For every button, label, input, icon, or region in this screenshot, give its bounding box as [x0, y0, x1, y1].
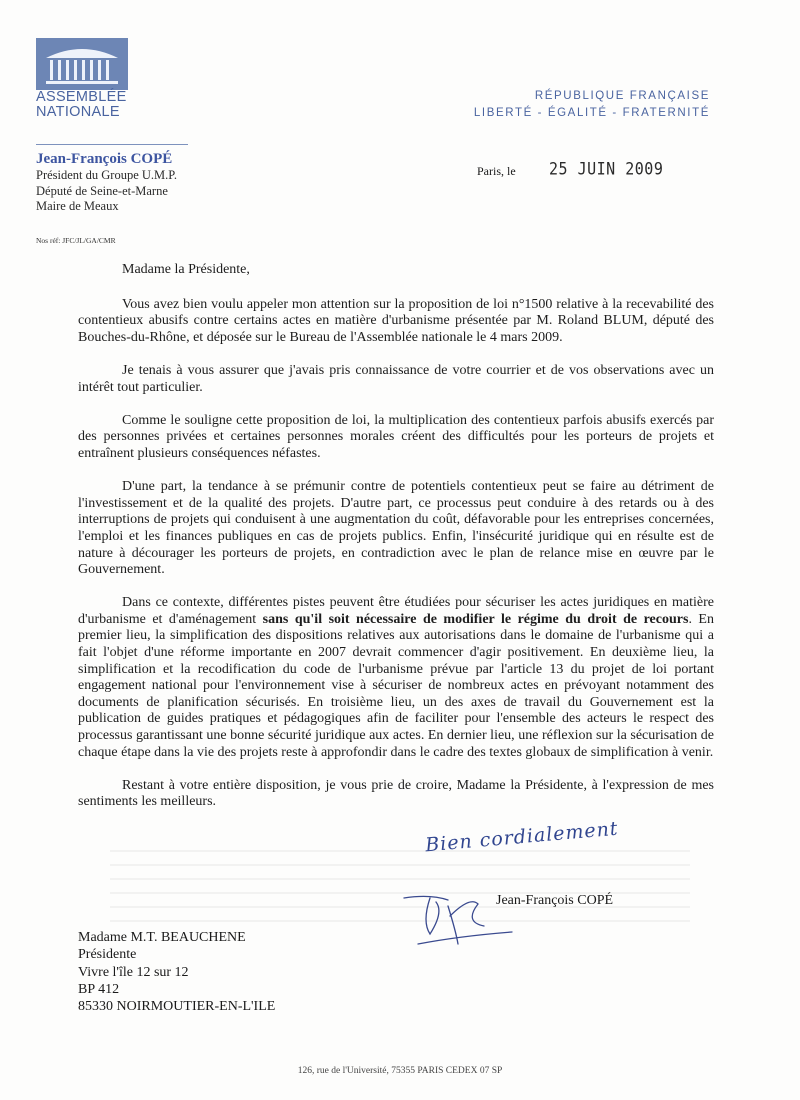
sender-title-2: Député de Seine-et-Marne — [36, 183, 168, 198]
date-place: Paris, le — [477, 164, 516, 178]
republique-title: RÉPUBLIQUE FRANÇAISE — [534, 90, 710, 102]
hemicycle-icon — [36, 38, 128, 90]
logo-wordmark — [36, 90, 146, 120]
date-stamp: 25 JUIN 2009 — [549, 159, 664, 179]
assemblee-nationale-logo — [36, 38, 128, 90]
recipient-line-3: Vivre l'île 12 sur 12 — [78, 964, 189, 980]
recipient-line-2: Présidente — [78, 947, 137, 963]
sender-title-3: Maire de Meaux — [36, 199, 119, 213]
paragraph-5 — [78, 595, 714, 761]
recipient-line-5: 85330 NOIRMOUTIER-EN-L'ILE — [78, 999, 276, 1015]
paragraph-5-start: Dans ce contexte, différentes pistes peuvent être étudiées pour sécuriser les actes juridiques en matière d'urbanisme et d'aménagement — [78, 595, 714, 627]
sender-name: Jean-François COPÉ — [36, 151, 173, 167]
republique-motto: LIBERTÉ - ÉGALITÉ - FRATERNITÉ — [473, 107, 710, 119]
paragraph-2: Je tenais à vous assurer que j'avais pris connaissance de votre courrier et de vos observations avec un intérêt tout particulier. — [78, 362, 714, 395]
paragraph-3: Comme le souligne cette proposition de loi, la multiplication des contentieux parfois abusifs exercés par des personnes privées et certaines personnes morales créent des difficultés pour les porteurs de projets et entraînent plusieurs conséquences néfastes. — [78, 412, 714, 461]
sender-titles — [36, 168, 177, 215]
logo-line-2: NATIONALE — [36, 104, 120, 120]
republique-header — [470, 88, 710, 122]
letterhead-divider — [36, 144, 188, 145]
paragraph-5-end: . En premier lieu, la simplification des dispositions relatives aux autorisations dans le domaine de l'urbanisme qui a fait l'objet d'une réforme importante en 2007 devrait commencer d'agir positivement. En deuxième lieu, la simplification et la recodification du code de l'urbanisme prévue par l'article 13 du projet de loi portant engagement national pour l'environnement vise à sécuriser de nombreux actes en prévoyant notamment des documents de planification sécurisés. En troisième lieu, un des axes de travail du Gouvernement est la publication de guides pratiques et pédagogiques afin de faciliter pour l'ensemble des acteurs le respect des processus garantissant une bonne sécurité juridique aux actes. En dernier lieu, une réflexion sur la sécurisation de chaque étape dans la vie des projets reste à approfondir dans le cadre des textes globaux de simplification à venir. — [78, 611, 714, 760]
paragraph-4: D'une part, la tendance à se prémunir contre de potentiels contentieux peut se faire au détriment de l'investissement et de la qualité des projets. D'autre part, ce processus peut conduire à des retards ou à des interruptions de projets qui conduisent à une augmentation du coût, défavorable pour les entreprises concernées, l'emploi et les finances publiques en cas de projets publics. Enfin, l'insécurité juridique qui en résulte est de nature à décourager les porteurs de projets, en contradiction avec le plan de relance mise en œuvre par le Gouvernement. — [78, 479, 714, 578]
paragraph-1: Vous avez bien voulu appeler mon attention sur la proposition de loi n°1500 relative à la recevabilité des contentieux abusifs contre certains actes en matière d'urbanisme présentée par M. Roland BLUM, député des Bouches-du-Rhône, et déposée sur le Bureau de l'Assemblée nationale le 4 mars 2009. — [78, 296, 714, 345]
paragraph-6: Restant à votre entière disposition, je vous prie de croire, Madame la Présidente, à l'expression de mes sentiments les meilleurs. — [78, 777, 714, 810]
handwritten-closing: Bien cordialement — [424, 817, 620, 857]
recipient-line-1: Madame M.T. BEAUCHENE — [78, 930, 246, 945]
reference-line: Nos réf: JFC/JL/GA/CMR — [36, 236, 116, 245]
salutation: Madame la Présidente, — [122, 262, 250, 277]
recipient-line-4: BP 412 — [78, 981, 120, 997]
signature-name: Jean-François COPÉ — [496, 893, 614, 908]
sender-title-1: Président du Groupe U.M.P. — [36, 168, 177, 182]
recipient-address — [78, 929, 275, 1015]
letter-body — [78, 262, 714, 828]
paragraph-5-emphasis: sans qu'il soit nécessaire de modifier le régime du droit de recours — [262, 611, 689, 627]
footer-address: 126, rue de l'Université, 75355 PARIS CEDEX 07 SP — [297, 1066, 503, 1076]
logo-line-1: ASSEMBLÉE — [36, 89, 127, 105]
